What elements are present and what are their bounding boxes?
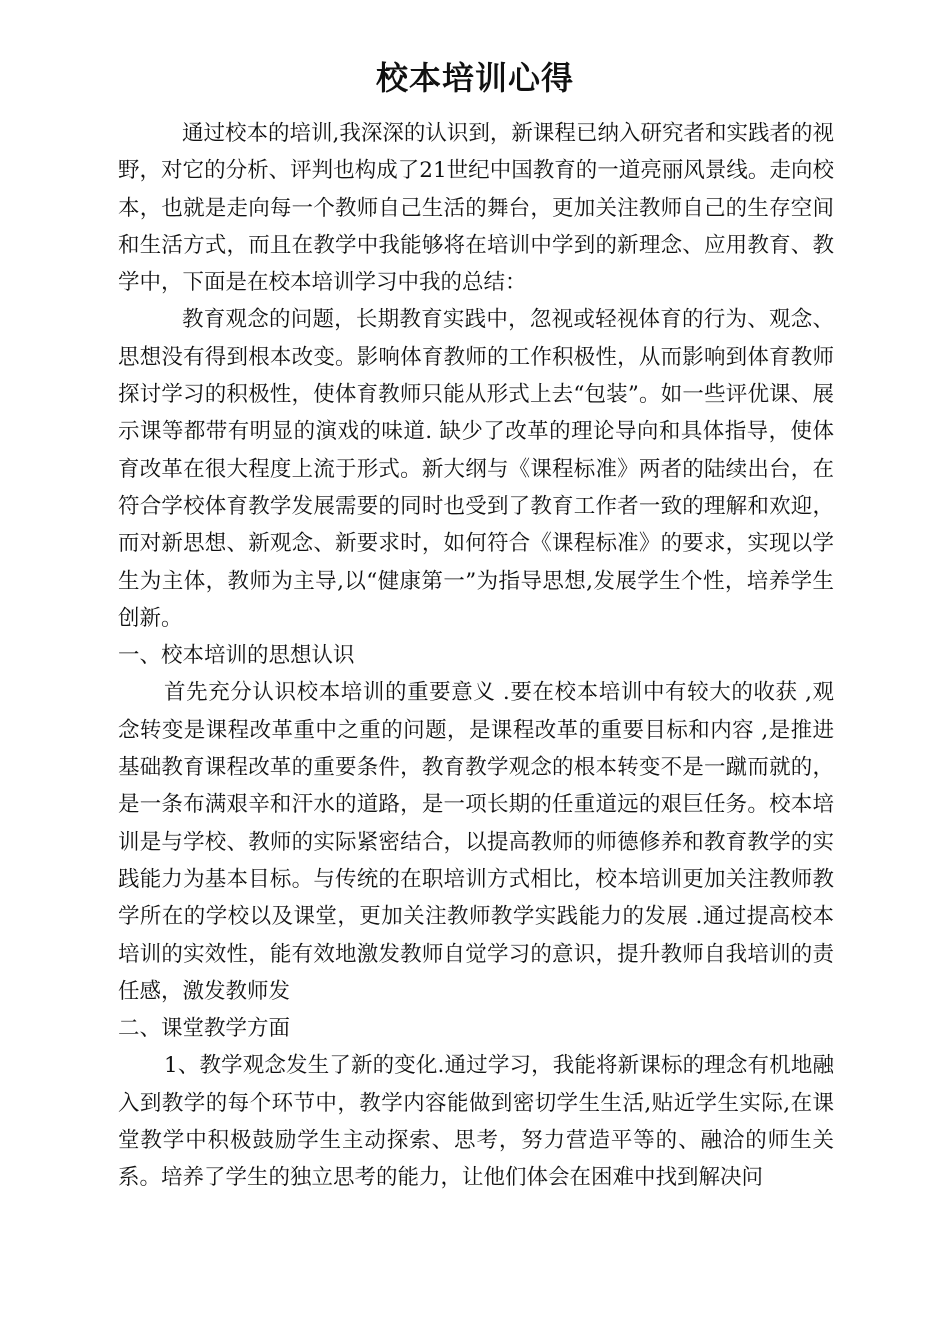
intro-paragraph: 通过校本的培训,我深深的认识到，新课程已纳入研究者和实践者的视野，对它的分析、评判也构成了21世纪中国教育的一道亮丽风景线。走向校本，也就是走向每一个教师自己生活的舞台，更加关注教师自己的生存空间和生活方式，而且在教学中我能够将在培训中学到的新理念、应用教育、教学中，下面是在校本培训学习中我的总结： [118, 121, 834, 296]
section-1-paragraph: 首先充分认识校本培训的重要意义 .要在校本培训中有较大的收获 ,观念转变是课程改革重中之重的问题，是课程改革的重要目标和内容 ,是推进基础教育课程改革的重要条件，教育教学观念的根本转变不是一蹴而就的，是一条布满艰辛和汗水的道路，是一项长期的任重道远的艰巨任务。校本培训是与学校、教师的实际紧密结合，以提高教师的师德修养和教育教学的实践能力为基本目标。与传统的在职培训方式相比，校本培训更加关注教师教学所在的学校以及课堂，更加关注教师教学实践能力的发展 .通过提高校本培训的实效性，能有效地激发教师自觉学习的意识，提升教师自我培训的责任感，激发教师发 [118, 680, 834, 1004]
section-2-paragraph: 1、教学观念发生了新的变化.通过学习，我能将新课标的理念有机地融入到教学的每个环节中，教学内容能做到密切学生生活,贴近学生实际,在课堂教学中积极鼓励学生主动探索、思考，努力营造平等的、融洽的师生关系。培养了学生的独立思考的能力，让他们体会在困难中找到解决问 [118, 1053, 834, 1191]
document-body [118, 115, 834, 1197]
section-heading-1: 一、校本培训的思想认识 [118, 643, 355, 669]
education-concept-paragraph: 教育观念的问题，长期教育实践中，忽视或轻视体育的行为、观念、思想没有得到根本改变。影响体育教师的工作积极性，从而影响到体育教师探讨学习的积极性，使体育教师只能从形式上去“包装”。如一些评优课、展示课等都带有明显的演戏的味道. 缺少了改革的理论导向和具体指导，使体育改革在很大程度上流于形式。新大纲与《课程标准》两者的陆续出台，在符合学校体育教学发展需要的同时也受到了教育工作者一致的理解和欢迎，而对新思想、新观念、新要求时，如何符合《课程标准》的要求，实现以学生为主体，教师为主导,以“健康第一”为指导思想,发展学生个性，培养学生创新。 [118, 307, 834, 631]
section-heading-2: 二、课堂教学方面 [118, 1016, 291, 1042]
document-title: 校本培训心得 [375, 59, 574, 97]
